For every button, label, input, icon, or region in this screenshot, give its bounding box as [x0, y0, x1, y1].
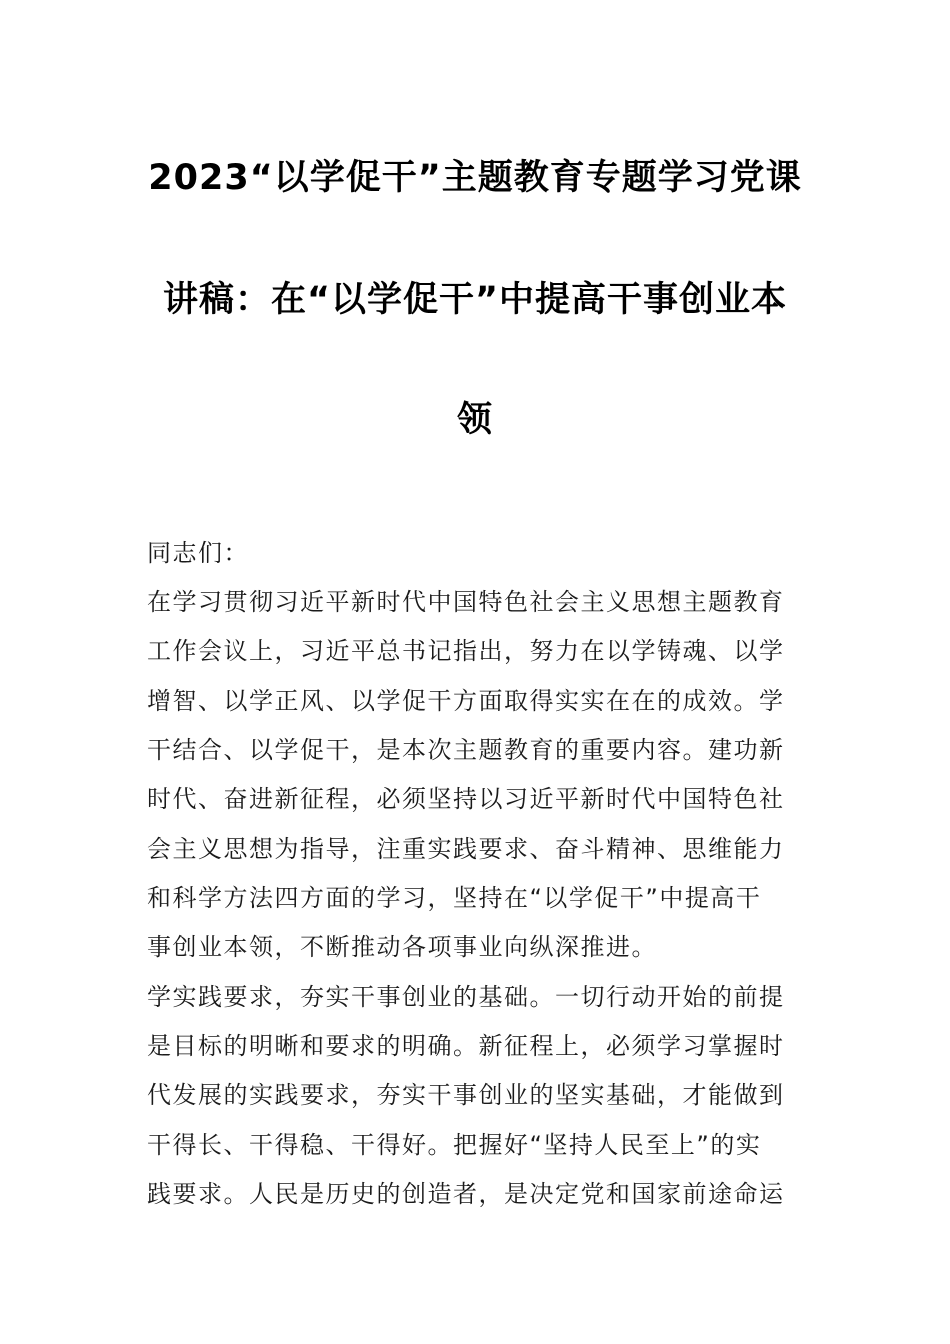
- body-line: 在学习贯彻习近平新时代中国特色社会主义思想主题教育: [147, 588, 785, 616]
- body-line: 践要求。人民是历史的创造者，是决定党和国家前途命运: [147, 1180, 785, 1208]
- body-line: 时代、奋进新征程，必须坚持以习近平新时代中国特色社: [147, 785, 785, 813]
- body-line: 工作会议上，习近平总书记指出，努力在以学铸魂、以学: [147, 637, 785, 665]
- body-line: 和科学方法四方面的学习，坚持在“以学促干”中提高干: [147, 884, 762, 912]
- salutation: 同志们：: [147, 539, 249, 567]
- body-line: 事创业本领，不断推动各项事业向纵深推进。: [147, 933, 657, 961]
- body-line: 干得长、干得稳、干得好。把握好“坚持人民至上”的实: [147, 1131, 762, 1159]
- title-line-3: 领: [456, 400, 493, 440]
- body-line: 增智、以学正风、以学促干方面取得实实在在的成效。学: [147, 687, 785, 715]
- title-line-2: 讲稿：在“以学促干”中提高干事创业本: [162, 280, 787, 320]
- title-line-1: 2023“以学促干”主题教育专题学习党课: [148, 158, 802, 198]
- body-line: 干结合、以学促干，是本次主题教育的重要内容。建功新: [147, 736, 785, 764]
- body-line: 是目标的明晰和要求的明确。新征程上，必须学习掌握时: [147, 1032, 785, 1060]
- body-line: 会主义思想为指导，注重实践要求、奋斗精神、思维能力: [147, 835, 785, 863]
- body-line: 代发展的实践要求，夯实干事创业的坚实基础，才能做到: [147, 1081, 785, 1109]
- body-line: 学实践要求，夯实干事创业的基础。一切行动开始的前提: [147, 983, 785, 1011]
